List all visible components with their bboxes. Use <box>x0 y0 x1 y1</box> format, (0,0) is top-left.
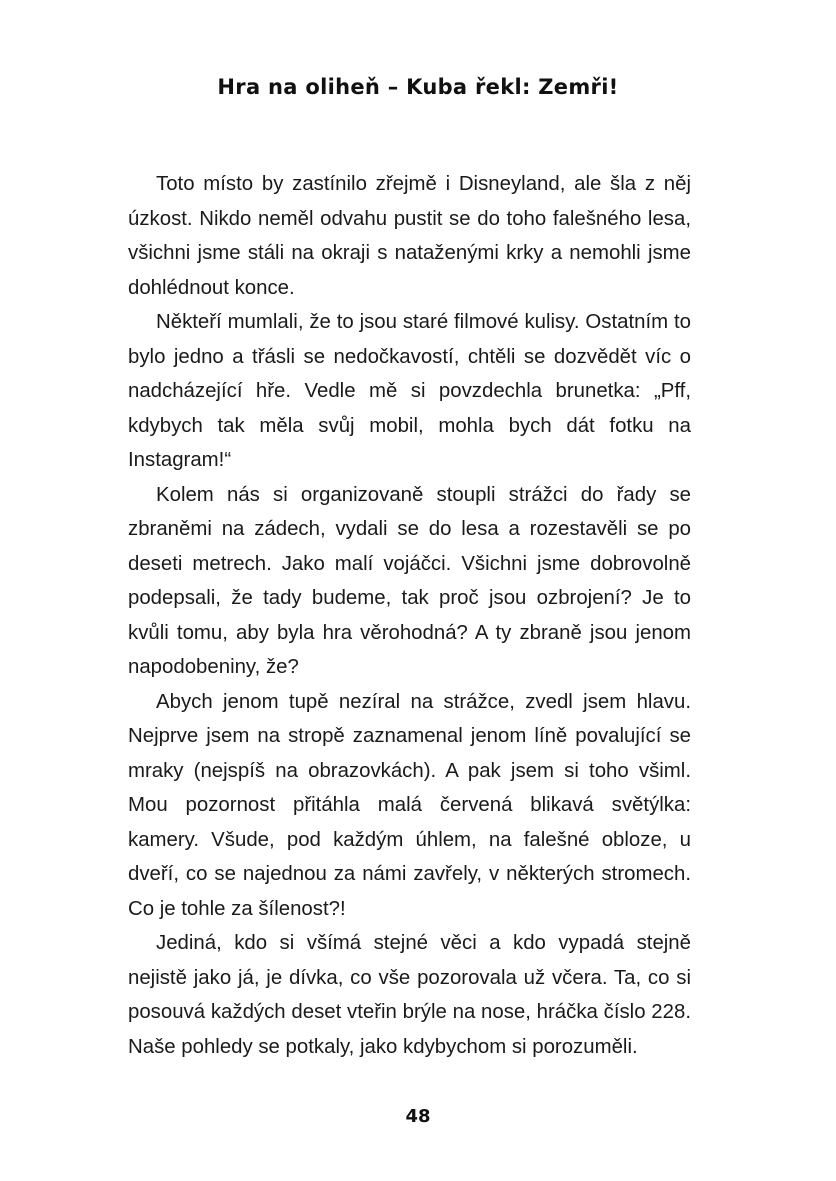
paragraph: Toto místo by zastínilo zřejmě i Disneyland, ale šla z něj úzkost. Nikdo neměl odvahu pustit se do toho falešného lesa, všichni jsme stáli na okraji s nataženými krky a nemohli jsme dohlédnout konce. <box>128 173 691 299</box>
running-header-title: Hra na oliheň – Kuba řekl: Zemři! <box>217 75 619 99</box>
paragraph: Abych jenom tupě nezíral na strážce, zvedl jsem hlavu. Nejprve jsem na stropě zaznamenal jenom líně povalující se mraky (nejspíš na obrazovkách). A pak jsem si toho všiml. Mou pozornost přitáhla malá červená blikavá světýlka: kamery. Všude, pod každým úhlem, na falešné obloze, u dveří, co se najednou za námi zavřely, v některých stromech. Co je tohle za šílenost?! <box>128 690 691 920</box>
body-text <box>128 167 691 1064</box>
paragraph: Někteří mumlali, že to jsou staré filmové kulisy. Ostatním to bylo jedno a třásli se nedočkavostí, chtěli se dozvědět víc o nadcházející hře. Vedle mě si povzdechla brunetka: „Pff, kdybych tak měla svůj mobil, mohla bych dát fotku na Instagram!“ <box>128 311 691 471</box>
page-number: 48 <box>405 1106 431 1127</box>
paragraph: Jediná, kdo si všímá stejné věci a kdo vypadá stejně nejistě jako já, je dívka, co vše pozorovala už včera. Ta, co si posouvá každých deset vteřin brýle na nose, hráčka číslo 228. Naše pohledy se potkaly, jako kdybychom si porozuměli. <box>128 932 691 1058</box>
paragraph: Kolem nás si organizovaně stoupli strážci do řady se zbraněmi na zádech, vydali se do lesa a rozestavěli se po deseti metrech. Jako malí vojáčci. Všichni jsme dobrovolně podepsali, že tady budeme, tak proč jsou ozbrojení? Je to kvůli tomu, aby byla hra věrohodná? A ty zbraně jsou jenom napodobeniny, že? <box>128 483 691 678</box>
